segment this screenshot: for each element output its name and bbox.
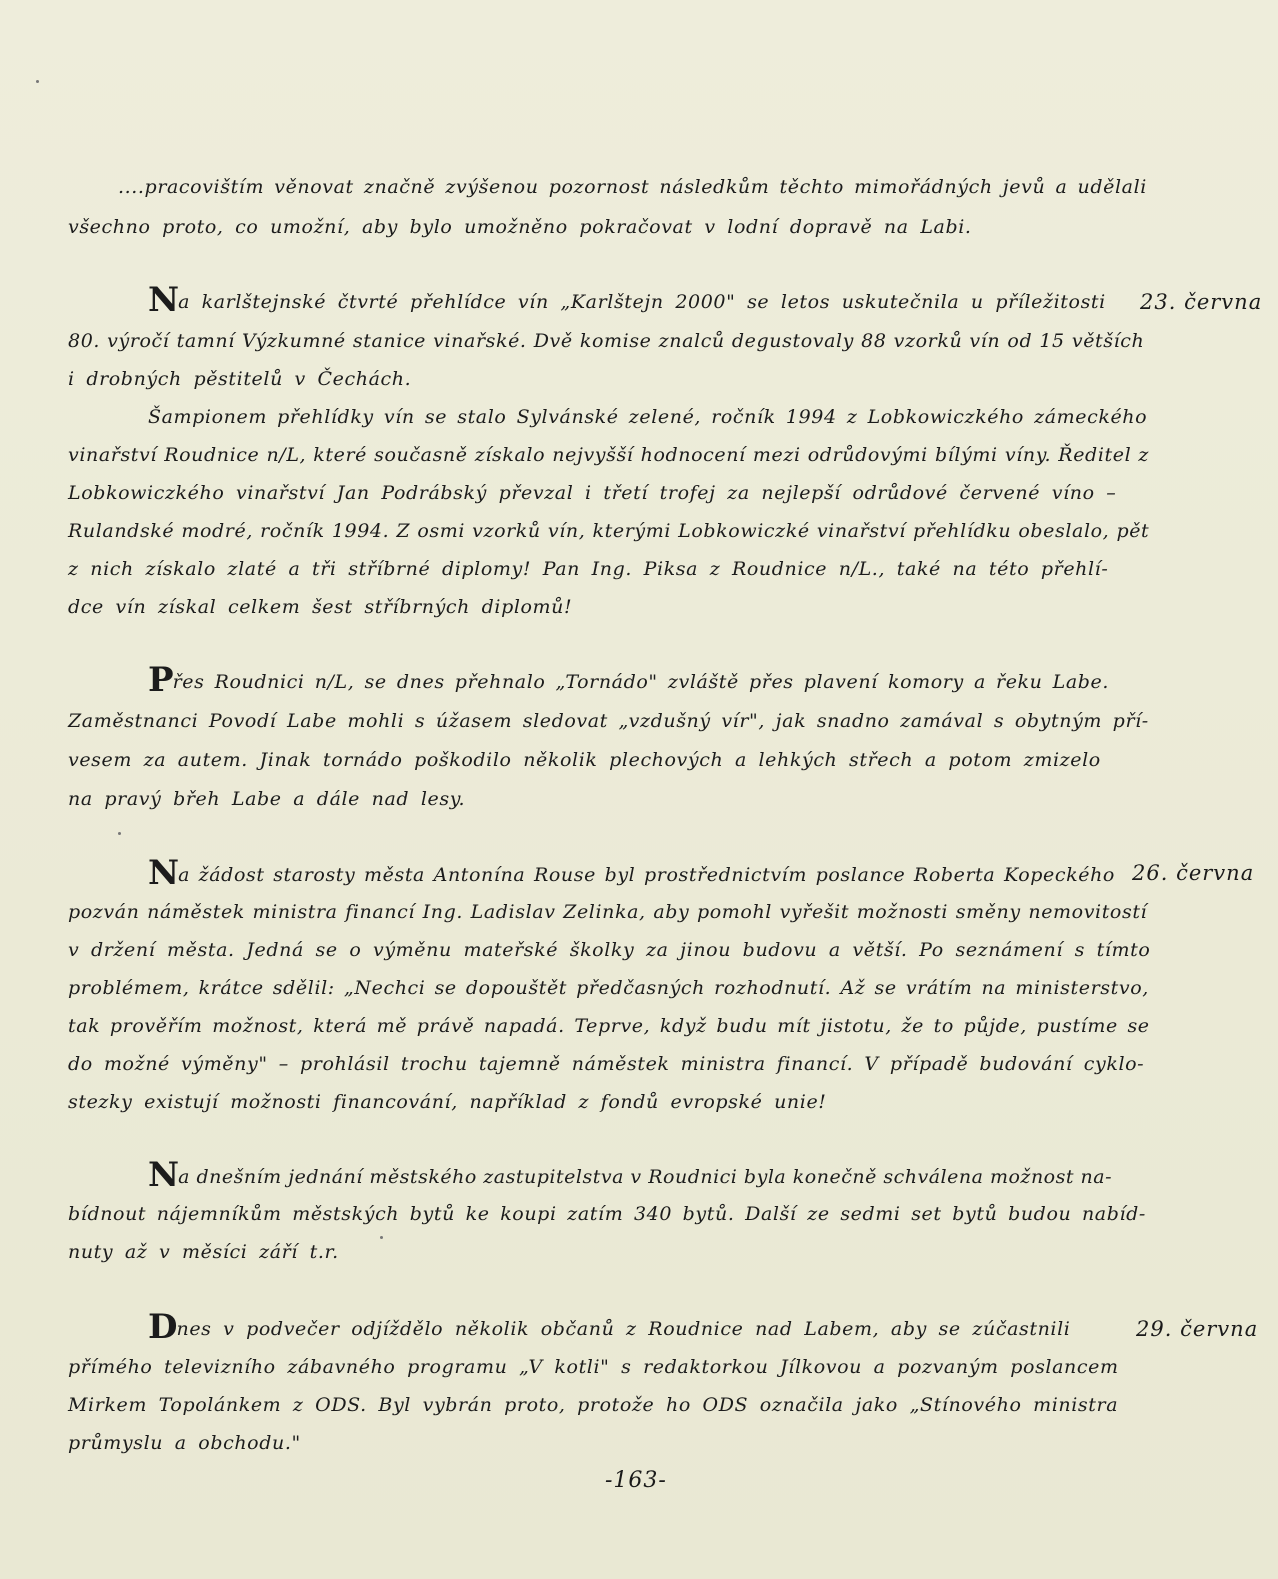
initial-letter: N xyxy=(148,1155,179,1195)
paper-speck xyxy=(36,80,39,83)
paper-speck xyxy=(118,832,121,835)
text-line: z nich získalo zlaté a tři stříbrné diplomy! Pan Ing. Piksa z Roudnice n/L., také na této přehlí- xyxy=(68,558,1109,580)
paragraph-first-line xyxy=(148,853,1115,893)
text-line: bídnout nájemníkům městských bytů ke koupi zatím 340 bytů. Další ze sedmi set bytů budou nabíd- xyxy=(68,1203,1146,1225)
initial-letter: N xyxy=(148,280,179,320)
text-line: do možné výměny" – prohlásil trochu tajemně náměstek ministra financí. V případě budování cyklo- xyxy=(68,1053,1145,1075)
text-line: na pravý břeh Labe a dále nad lesy. xyxy=(68,788,466,810)
text-line: vesem za autem. Jinak tornádo poškodilo několik plechových a lehkých střech a potom zmizelo xyxy=(68,749,1101,771)
initial-letter: N xyxy=(148,853,179,893)
text-line: tak prověřím možnost, která mě právě napadá. Teprve, když budu mít jistotu, že to půjde, pustíme se xyxy=(68,1015,1150,1037)
first-line-text: a dnešním jednání městského zastupitelstva v Roudnici byla konečně schválena možnost na- xyxy=(178,1166,1113,1188)
text-line: stezky existují možnosti financování, například z fondů evropské unie! xyxy=(68,1091,827,1113)
first-line-text: a karlštejnské čtvrté přehlídce vín „Karlštejn 2000" se letos uskutečnila u příležitosti xyxy=(178,291,1106,313)
text-line: průmyslu a obchodu." xyxy=(68,1432,301,1454)
paragraph-first-line xyxy=(148,1155,1113,1195)
first-line-text: řes Roudnici n/L, se dnes přehnalo „Tornádo" zvláště přes plavení komory a řeku Labe. xyxy=(172,671,1110,693)
paragraph-first-line xyxy=(148,1307,1071,1347)
first-line-text: a žádost starosty města Antonína Rouse byl prostřednictvím poslance Roberta Kopeckého xyxy=(178,864,1115,886)
text-line: všechno proto, co umožní, aby bylo umožněno pokračovat v lodní dopravě na Labi. xyxy=(68,216,972,238)
paper-speck xyxy=(380,1236,383,1239)
text-line: přímého televizního zábavného programu „V kotli" s redaktorkou Jílkovou a pozvaným poslancem xyxy=(68,1356,1119,1378)
paragraph-first-line xyxy=(148,280,1106,320)
text-line: nuty až v měsíci září t.r. xyxy=(68,1241,339,1263)
page-number: -163- xyxy=(605,1468,667,1493)
text-line: 80. výročí tamní Výzkumné stanice vinařské. Dvě komise znalců degustovaly 88 vzorků vín od 15 větších xyxy=(68,330,1145,352)
text-line: pozván náměstek ministra financí Ing. Ladislav Zelinka, aby pomohl vyřešit možnosti směny nemovitostí xyxy=(68,901,1148,923)
paragraph-first-line xyxy=(148,660,1110,700)
margin-date: 23. června xyxy=(1140,290,1263,314)
text-line: v držení města. Jedná se o výměnu mateřské školky za jinou budovu a větší. Po seznámení s tímto xyxy=(68,939,1151,961)
text-line: ....pracovištím věnovat značně zvýšenou pozornost následkům těchto mimořádných jevů a udělali xyxy=(118,176,1147,198)
initial-letter: D xyxy=(148,1307,177,1347)
text-line: i drobných pěstitelů v Čechách. xyxy=(68,368,412,390)
initial-letter: P xyxy=(148,660,173,700)
text-line: Šampionem přehlídky vín se stalo Sylvánské zelené, ročník 1994 z Lobkowiczkého zámeckého xyxy=(148,406,1148,428)
text-line: Lobkowiczkého vinařství Jan Podrábský převzal i třetí trofej za nejlepší odrůdové červené víno – xyxy=(68,482,1117,504)
text-line: Mirkem Topolánkem z ODS. Byl vybrán proto, protože ho ODS označila jako „Stínového ministra xyxy=(68,1394,1119,1416)
text-line: problémem, krátce sdělil: „Nechci se dopouštět předčasných rozhodnutí. Až se vrátím na ministerstvo, xyxy=(68,977,1149,999)
first-line-text: nes v podvečer odjíždělo několik občanů z Roudnice nad Labem, aby se zúčastnili xyxy=(176,1318,1071,1340)
text-line: Rulandské modré, ročník 1994. Z osmi vzorků vín, kterými Lobkowiczké vinařství přehlídku obeslalo, pět xyxy=(68,520,1150,542)
text-line: vinařství Roudnice n/L, které současně získalo nejvyšší hodnocení mezi odrůdovými bílými víny. Ředitel z xyxy=(68,444,1150,466)
margin-date: 29. června xyxy=(1136,1317,1259,1341)
margin-date: 26. června xyxy=(1132,861,1255,885)
text-line: dce vín získal celkem šest stříbrných diplomů! xyxy=(68,596,573,618)
text-line: Zaměstnanci Povodí Labe mohli s úžasem sledovat „vzdušný vír", jak snadno zamával s obytným pří- xyxy=(68,710,1149,732)
